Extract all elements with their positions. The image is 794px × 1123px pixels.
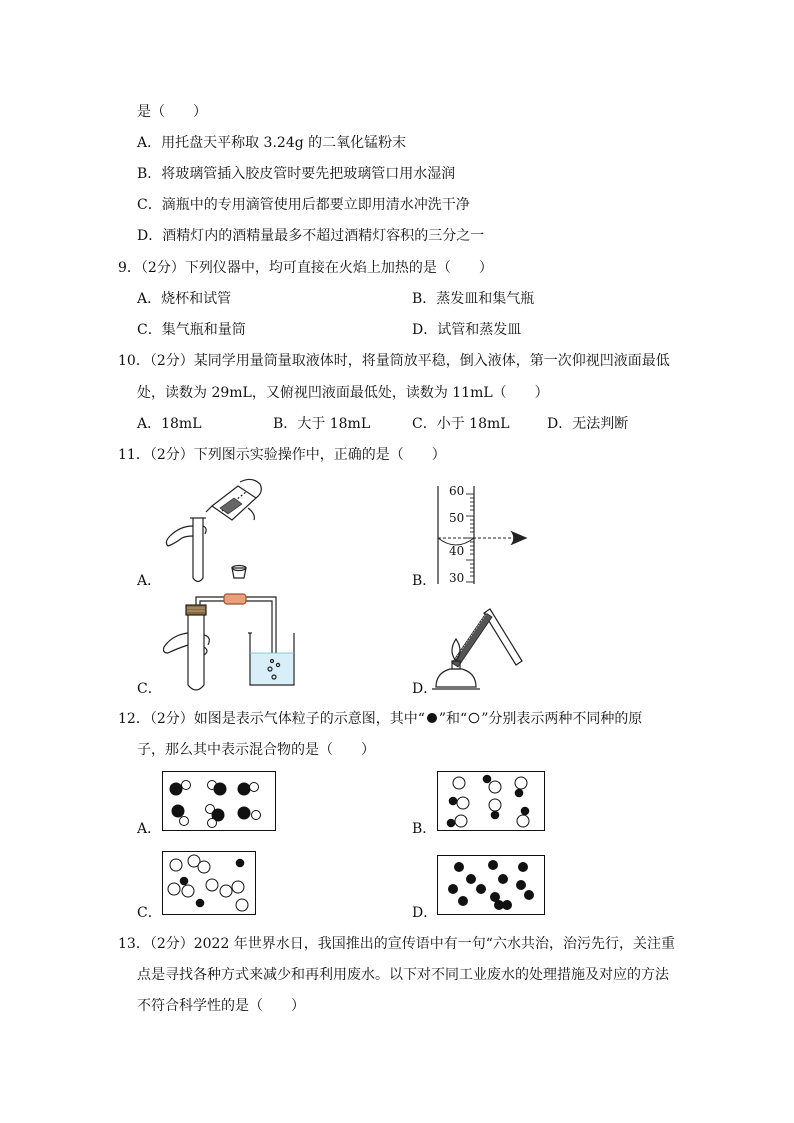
q10-option-a: A．18mL xyxy=(137,416,202,432)
q8-stem-tail: 是（ ） xyxy=(137,104,207,120)
hollow-circle-icon xyxy=(468,712,480,724)
cylinder-tick-60: 60 xyxy=(449,484,465,498)
q12-label-d: D． xyxy=(412,905,438,921)
q13-stem-line1: 13．（2分）2022 年世界水日，我国推出的宣传语中有一句“六水共治，治污先行，关注重 xyxy=(118,936,675,952)
q8-option-c: C．滴瓶中的专用滴管使用后都要立即用清水冲洗干净 xyxy=(137,197,470,213)
q9-option-b: B．蒸发皿和集气瓶 xyxy=(412,291,535,307)
q8-option-a: A．用托盘天平称取 3.24g 的二氧化锰粉末 xyxy=(137,135,407,151)
q10-option-c: C．小于 18mL xyxy=(412,416,510,432)
q10-option-d: D．无法判断 xyxy=(547,416,629,432)
q12-stem-part3: ”分别表示两种不同种的原 xyxy=(481,711,643,727)
q12-stem-part2: ”和“ xyxy=(438,711,468,727)
q8-option-b: B．将玻璃管插入胶皮管时要先把玻璃管口用水湿润 xyxy=(137,166,456,182)
q9-option-d: D．试管和蒸发皿 xyxy=(412,322,522,338)
q8-option-d: D．酒精灯内的酒精量最多不超过酒精灯容积的三分之一 xyxy=(137,228,485,244)
q11-figure-pouring xyxy=(160,478,270,588)
q11-figure-airtightness xyxy=(160,593,300,693)
q11-label-c: C． xyxy=(137,681,162,697)
q12-stem-part1: 12．（2分）如图是表示气体粒子的示意图，其中“ xyxy=(118,711,425,727)
q13-stem-line3: 不符合科学性的是（ ） xyxy=(137,998,305,1014)
cylinder-tick-50: 50 xyxy=(449,511,465,525)
q12-label-c: C． xyxy=(137,905,162,921)
q11-stem: 11．（2分）下列图示实验操作中，正确的是（ ） xyxy=(118,447,446,463)
q12-box-a xyxy=(162,771,276,831)
q9-option-c: C．集气瓶和量筒 xyxy=(137,322,246,338)
q12-box-c xyxy=(162,851,256,915)
q12-stem-line2: 子，那么其中表示混合物的是（ ） xyxy=(137,742,375,758)
cylinder-tick-30: 30 xyxy=(449,571,465,585)
q11-figure-heating xyxy=(432,603,532,695)
filled-circle-icon xyxy=(426,712,438,724)
q11-label-a: A． xyxy=(137,573,162,589)
q11-figure-cylinder xyxy=(430,486,540,586)
q10-stem-line2: 处，读数为 29mL，又俯视凹液面最低处，读数为 11mL（ ） xyxy=(137,385,549,401)
q13-stem-line2: 点是寻找各种方式来减少和再利用废水。以下对不同工业废水的处理措施及对应的方法 xyxy=(137,967,669,983)
q11-label-d: D． xyxy=(412,681,438,697)
q12-box-b xyxy=(437,771,545,831)
q12-stem-line1 xyxy=(118,709,642,729)
cylinder-tick-40: 40 xyxy=(449,544,465,558)
q10-stem-line1: 10．（2分）某同学用量筒量取液体时，将量筒放平稳，倒入液体，第一次仰视凹液面最低 xyxy=(118,353,670,369)
q11-label-b: B． xyxy=(412,573,437,589)
q12-label-a: A． xyxy=(137,821,162,837)
q10-option-b: B．大于 18mL xyxy=(273,416,371,432)
q12-box-d xyxy=(437,855,545,915)
q12-label-b: B． xyxy=(412,821,437,837)
q9-option-a: A．烧杯和试管 xyxy=(137,291,232,307)
q9-stem: 9．（2分）下列仪器中，均可直接在火焰上加热的是（ ） xyxy=(118,260,493,276)
